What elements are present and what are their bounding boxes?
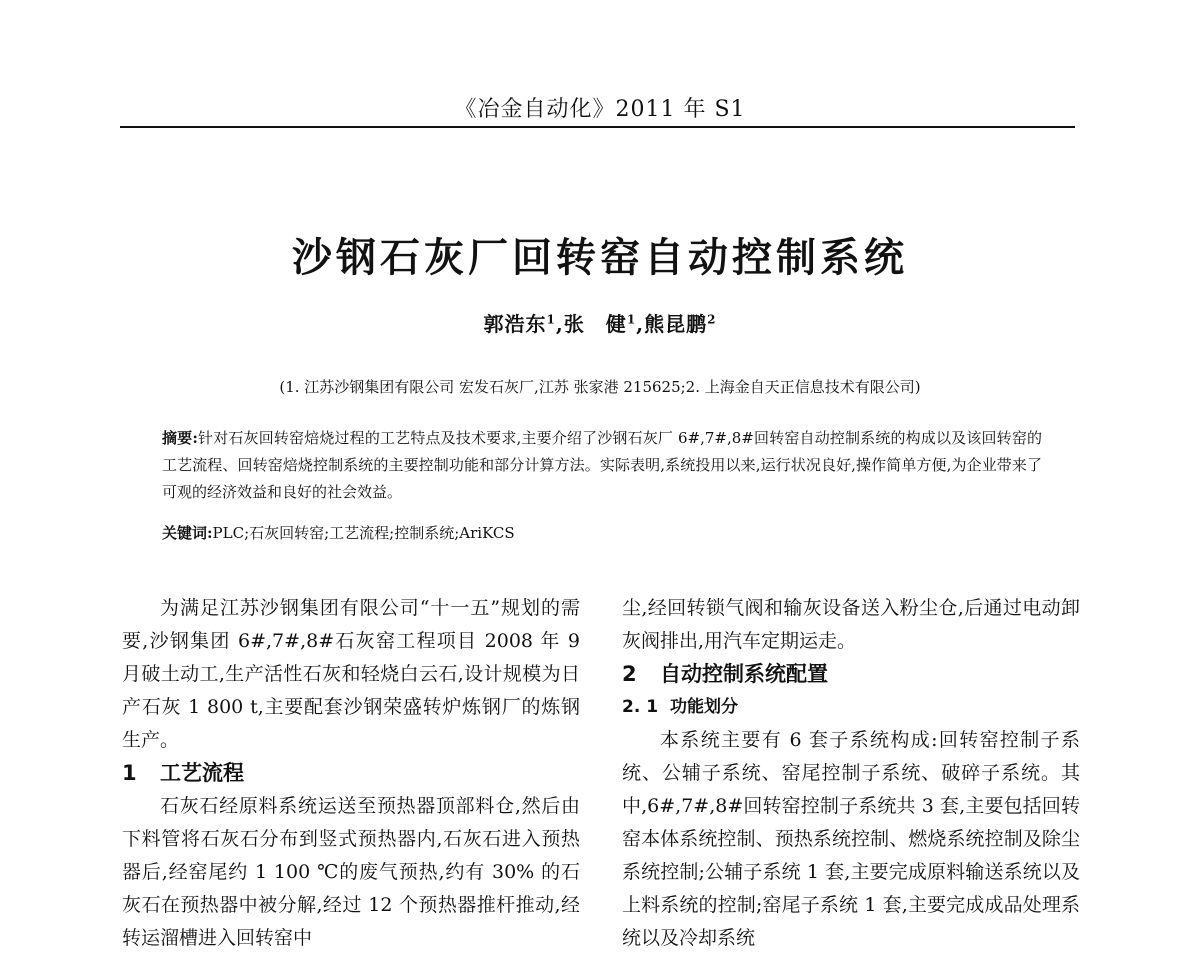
- author-name: 张 健: [563, 312, 627, 336]
- left-column: [122, 592, 580, 955]
- author-name: 郭浩东: [483, 312, 547, 336]
- section-heading: [122, 757, 580, 790]
- keywords-text: PLC;石灰回转窑;工艺流程;控制系统;AriKCS: [212, 524, 515, 542]
- section-title: 自动控制系统配置: [660, 662, 828, 686]
- keywords: [162, 520, 1042, 547]
- section-title: 工艺流程: [160, 761, 244, 785]
- section-number: 2: [622, 662, 637, 686]
- affiliation: (1. 江苏沙钢集团有限公司 宏发石灰厂,江苏 张家港 215625;2. 上海金自天正信息技术有限公司): [279, 378, 921, 396]
- paper-title: 沙钢石灰厂回转窑自动控制系统: [292, 235, 908, 281]
- subsection-number: 2. 1: [622, 697, 659, 717]
- author-affil-marker: 1: [546, 312, 556, 327]
- subsection-heading: [622, 691, 1080, 724]
- abstract-text: 针对石灰回转窑焙烧过程的工艺特点及技术要求,主要介绍了沙钢石灰厂 6#,7#,8#回转窑自动控制系统的构成以及该回转窑的工艺流程、回转窑焙烧控制系统的主要控制功能和部分计算方法。实际表明,系统投用以来,运行状况良好,操作简单方便,为企业带来了可观的经济效益和良好的社会效益。: [162, 429, 1042, 501]
- abstract: [162, 425, 1042, 506]
- section-number: 1: [122, 761, 137, 785]
- author-name: 熊昆鹏: [644, 312, 708, 336]
- right-column: [622, 592, 1080, 955]
- author-separator: ,: [636, 312, 645, 336]
- author-affil-marker: 2: [707, 312, 717, 327]
- author-affil-marker: 1: [626, 312, 637, 327]
- journal-header: 《冶金自动化》2011 年 S1: [454, 97, 746, 122]
- subsection-paragraph: 本系统主要有 6 套子系统构成:回转窑控制子系统、公辅子系统、窑尾控制子系统、破碎子系统。其中,6#,7#,8#回转窑控制子系统共 3 套,主要包括回转窑本体系统控制、预热系统控制、燃烧系统控制及除尘系统控制;公辅子系统 1 套,主要完成原料输送系统以及上料系统的控制;窑尾子系统 1 套,主要完成成品处理系统以及冷却系统: [622, 729, 1080, 949]
- abstract-label: 摘要:: [162, 429, 198, 447]
- header-rule: [120, 126, 1075, 128]
- author-separator: ,: [555, 312, 564, 336]
- section-paragraph: 石灰石经原料系统运送至预热器顶部料仓,然后由下料管将石灰石分布到竖式预热器内,石灰石进入预热器后,经窑尾约 1 100 ℃的废气预热,约有 30% 的石灰石在预热器中被分解,经过 12 个预热器推杆推动,经转运溜槽进入回转窑中: [122, 795, 580, 949]
- continued-paragraph: 尘,经回转锁气阀和输灰设备送入粉尘仓,后通过电动卸灰阀排出,用汽车定期运走。: [622, 597, 1080, 652]
- keywords-label: 关键词:: [162, 524, 213, 542]
- section-heading: [622, 658, 1080, 691]
- author-list: [0, 308, 1200, 337]
- subsection-title: 功能划分: [670, 697, 738, 717]
- intro-paragraph: 为满足江苏沙钢集团有限公司“十一五”规划的需要,沙钢集团 6#,7#,8#石灰窑工程项目 2008 年 9 月破土动工,生产活性石灰和轻烧白云石,设计规模为日产石灰 1 800 t,主要配套沙钢荣盛转炉炼钢厂的炼钢生产。: [122, 597, 580, 751]
